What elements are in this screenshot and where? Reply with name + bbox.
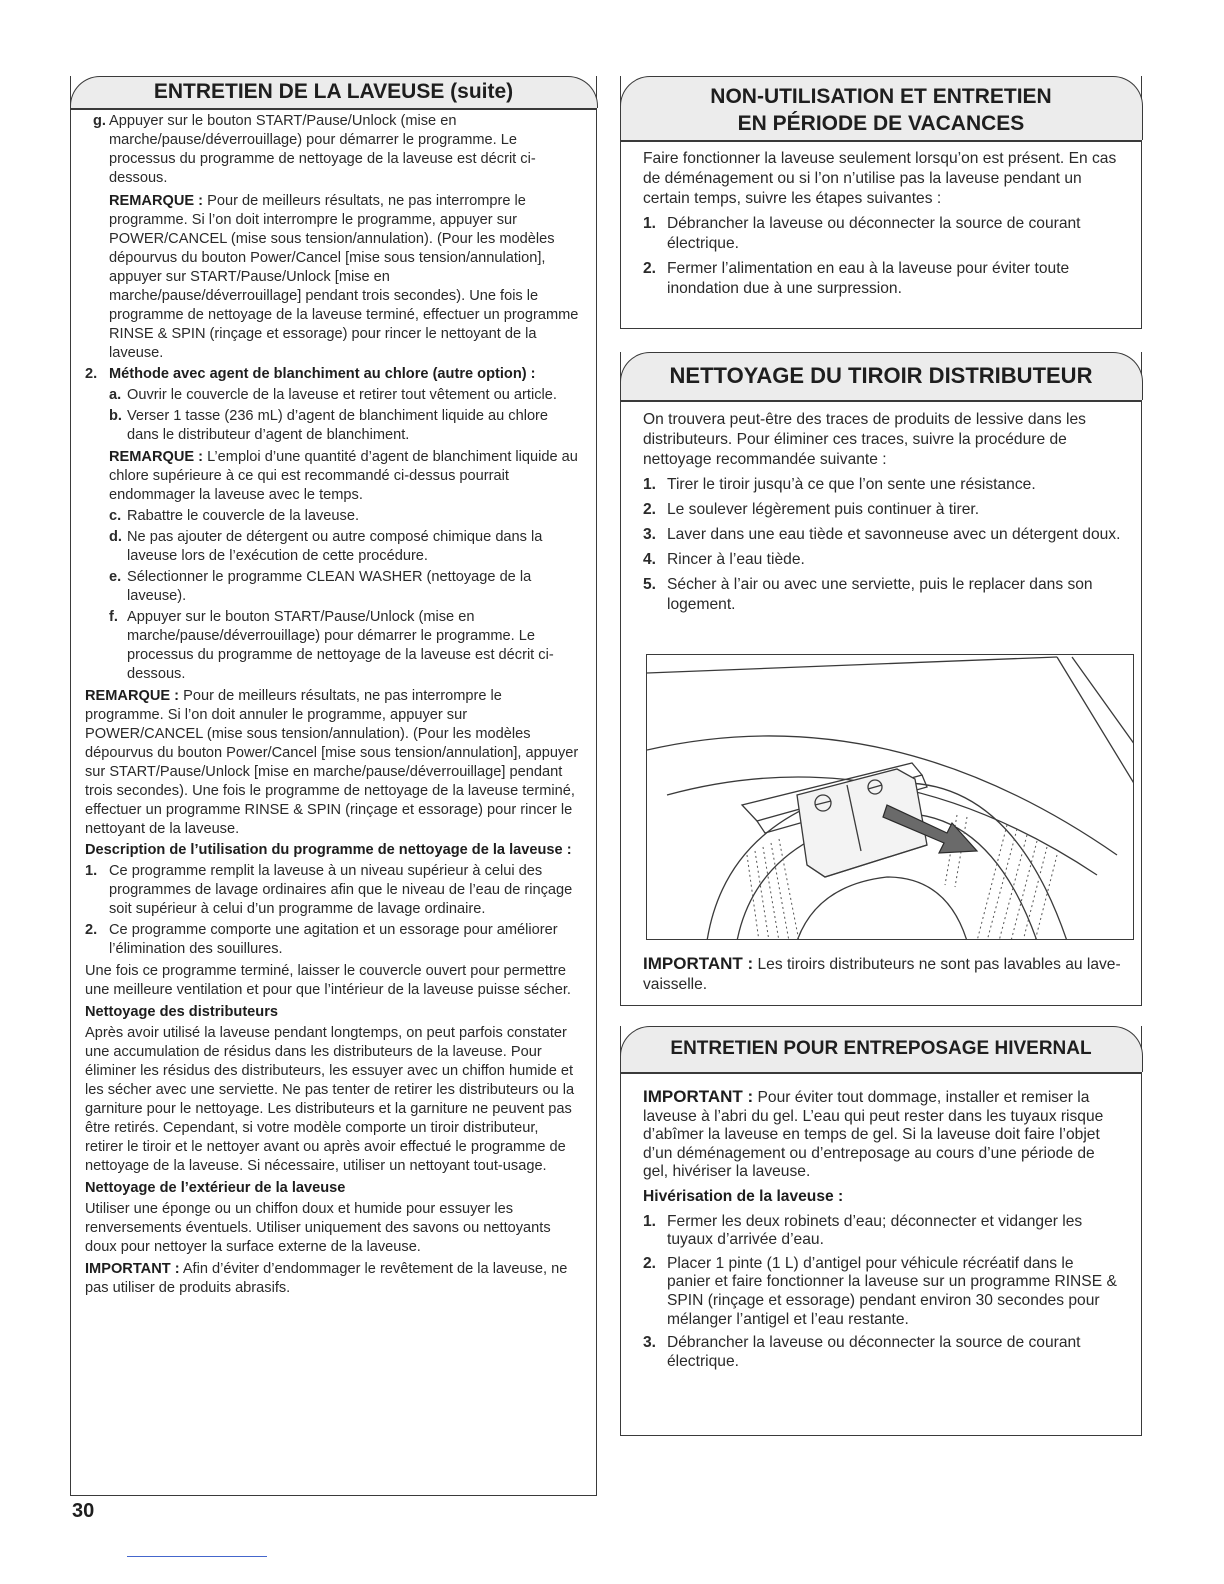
important-paragraph: [643, 1088, 1121, 1182]
list-marker: 1.: [85, 863, 98, 879]
list-item: [85, 568, 580, 606]
list-text: Verser 1 tasse (236 mL) d’agent de blanchiment liquide au chlore dans le distributeur d’agent de blanchiment.: [127, 408, 549, 443]
section-title: ENTRETIEN POUR ENTREPOSAGE HIVERNAL: [670, 1038, 1092, 1059]
list-marker: g.: [93, 113, 106, 129]
list-item: [85, 921, 580, 959]
list-item: [85, 407, 580, 445]
hiver-body: [643, 1088, 1121, 1371]
note-paragraph: [85, 192, 580, 363]
method-title: Méthode avec agent de blanchiment au chlore (autre option) :: [109, 366, 536, 382]
important-text: Pour éviter tout dommage, installer et remiser la laveuse à l’abri du gel. L’eau qui peut rester dans les tuyaux risque d’abîmer la laveuse en temps de gel. Si la laveuse doit faire l’objet d’un déménagement ou d’entreposage au cours d’une période de gel, hivériser la laveuse.: [643, 1089, 1104, 1181]
subheading: Nettoyage de l’extérieur de la laveuse: [85, 1180, 346, 1196]
important-label: IMPORTANT :: [643, 1087, 754, 1106]
section-header-tiroir: [620, 352, 1143, 400]
list-item: [85, 608, 580, 684]
list-text: Débrancher la laveuse ou déconnecter la source de courant électrique.: [667, 1334, 1081, 1370]
paragraph: Faire fonctionner la laveuse seulement lorsqu’on est présent. En cas de déménagement ou si l’on n’utilise pas la laveuse pendant un certain temps, suivre les étapes suivantes :: [643, 150, 1117, 207]
footer-rule: [127, 1556, 267, 1557]
list-item: [643, 1255, 1121, 1329]
list-marker: 1.: [643, 1212, 657, 1230]
list-marker: 2.: [85, 922, 98, 938]
list-marker: 1.: [643, 215, 657, 232]
list-marker: a.: [109, 387, 122, 403]
note-paragraph: [85, 448, 580, 505]
hiver-section: [620, 1026, 1142, 1436]
header-rule: [71, 108, 596, 110]
list-marker: b.: [109, 408, 122, 424]
list-item: [643, 1213, 1121, 1250]
list-text: Sécher à l’air ou avec une serviette, puis le replacer dans son logement.: [667, 576, 1093, 613]
note-text: Pour de meilleurs résultats, ne pas interrompre le programme. Si l’on doit annuler le programme, appuyer sur POWER/CANCEL (mise sous tension/annulation). (Pour les modèles dépourvus du bouton Power/Cancel [mise sous tension/annulation], appuyer sur START/Pause/Unlock [mise en marche/pause/déverrouillage] pendant trois secondes). Une fois le programme de nettoyage de la laveuse terminé, effectuer un programme RINSE & SPIN (rinçage et essorage) pour rincer le nettoyant de la laveuse.: [85, 688, 579, 837]
paragraph: Une fois ce programme terminé, laisser le couvercle ouvert pour permettre une meilleure ventilation et pour que l’intérieur de la laveuse puisse sécher.: [85, 963, 571, 998]
section-header-hiver: [620, 1026, 1143, 1072]
list-text: Rincer à l’eau tiède.: [667, 551, 805, 568]
list-text: Le soulever légèrement puis continuer à tirer.: [667, 501, 980, 518]
list-item: [643, 575, 1135, 615]
list-text: Ouvrir le couvercle de la laveuse et retirer tout vêtement ou article.: [127, 387, 557, 403]
paragraph: Après avoir utilisé la laveuse pendant longtemps, on peut parfois constater une accumulation de résidus dans les distributeurs de la laveuse. Pour éliminer les résidus des distributeurs, les essuyer avec un chiffon humide et les sécher avec une serviette. Ne pas tenter de retirer les distributeurs ou la garniture pour le nettoyage. Les distributeurs et la garniture ne peuvent pas être retirés. Cependant, si votre modèle comporte un tiroir distributeur, retirer le tiroir et le nettoyer avant ou après avoir effectué le programme de nettoyage de la laveuse. Si nécessaire, utiliser un nettoyant tout-usage.: [85, 1025, 575, 1174]
important-text: Afin d’éviter d’endommager le revêtement de la laveuse, ne pas utiliser de produits abrasifs.: [85, 1261, 568, 1296]
left-body: [85, 112, 580, 1298]
list-item: [85, 386, 580, 405]
list-text: Appuyer sur le bouton START/Pause/Unlock (mise en marche/pause/déverrouillage) pour démarrer le programme. Le processus du programme de nettoyage de la laveuse est décrit ci-dessous.: [109, 113, 536, 186]
paragraph: Utiliser une éponge ou un chiffon doux et humide pour essuyer les renversements éventuels. Utiliser uniquement des savons ou nettoyants doux pour nettoyer la surface externe de la laveuse.: [85, 1201, 551, 1255]
list-item: [643, 259, 1121, 299]
tiroir-section: [620, 352, 1142, 1006]
list-text: Placer 1 pinte (1 L) d’antigel pour véhicule récréatif dans le panier et faire fonctionner la laveuse sur un programme RINSE & SPIN (rinçage et essorage) pendant environ 30 secondes pour mélanger l’antigel et l’eau restante.: [667, 1254, 1117, 1328]
list-item: [643, 550, 1135, 570]
important-text: Les tiroirs distributeurs ne sont pas lavables au lave-vaisselle.: [643, 956, 1121, 993]
note-label: REMARQUE :: [109, 193, 204, 209]
list-text: Sélectionner le programme CLEAN WASHER (nettoyage de la laveuse).: [127, 569, 532, 604]
note-label: REMARQUE :: [109, 449, 204, 465]
list-text: Ce programme comporte une agitation et un essorage pour améliorer l’élimination des souillures.: [109, 922, 558, 957]
list-text: Tirer le tiroir jusqu’à ce que l’on sente une résistance.: [667, 476, 1036, 493]
list-text: Rabattre le couvercle de la laveuse.: [127, 508, 360, 524]
list-marker: d.: [109, 529, 122, 545]
list-marker: 3.: [643, 1334, 657, 1352]
section-title: ENTRETIEN DE LA LAVEUSE (suite): [153, 80, 514, 103]
list-item: [643, 475, 1135, 495]
tiroir-important: [643, 954, 1121, 995]
important-paragraph: [643, 954, 1121, 995]
section-header-vacances: [620, 76, 1143, 140]
list-marker: c.: [109, 508, 122, 524]
section-title-line1: NON-UTILISATION ET ENTRETIEN: [710, 85, 1052, 108]
header-rule: [621, 1072, 1141, 1074]
list-item: [85, 528, 580, 566]
list-text: Ne pas ajouter de détergent ou autre composé chimique dans la laveuse lors de l’exécution de cette procédure.: [127, 529, 543, 564]
section-title-line2: EN PÉRIODE DE VACANCES: [737, 112, 1025, 135]
note-text: L’emploi d’une quantité d’agent de blanchiment liquide au chlore supérieure à ce qui est recommandé ci-dessus pourrait endommager la laveuse avec le temps.: [109, 449, 578, 503]
list-item: [85, 862, 580, 919]
list-item: [643, 500, 1135, 520]
washer-drawer-drawing: [647, 655, 1134, 940]
list-text: Débrancher la laveuse ou déconnecter la source de courant électrique.: [667, 215, 1081, 252]
list-marker: 2.: [643, 501, 657, 518]
list-text: Fermer les deux robinets d’eau; déconnecter et vidanger les tuyaux d’arrivée d’eau.: [667, 1212, 1083, 1249]
list-text: Laver dans une eau tiède et savonneuse avec un détergent doux.: [667, 526, 1121, 543]
important-label: IMPORTANT :: [643, 954, 754, 973]
list-marker: 2.: [85, 366, 98, 382]
list-text: Appuyer sur le bouton START/Pause/Unlock (mise en marche/pause/déverrouillage) pour démarrer le programme. Le processus du programme de nettoyage de la laveuse est décrit ci-dessous.: [127, 609, 554, 682]
section-header-entretien: [70, 76, 598, 108]
note-text: Pour de meilleurs résultats, ne pas interrompre le programme. Si l’on doit interrompre le programme, appuyer sur POWER/CANCEL (mise sous tension/annulation). (Pour les modèles dépourvus du bouton Power/Cancel [mise sous tension/annulation], appuyer sur START/Pause/Unlock [mise en marche/pause/déverrouillage] pendant trois secondes). Une fois le programme de nettoyage de la laveuse terminé, effectuer un programme RINSE & SPIN (rinçage et essorage) pour rincer le nettoyant de la laveuse.: [109, 193, 579, 361]
list-text: Ce programme remplit la laveuse à un niveau supérieur à celui des programmes de lavage ordinaires afin que le niveau de l’eau de rinçage soit supérieur à celui d’un programme de lavage ordinaire.: [109, 863, 573, 917]
list-item: [643, 525, 1135, 545]
note-label: REMARQUE :: [85, 688, 180, 704]
dispenser-drawer-illustration: [646, 654, 1134, 940]
list-item: [85, 112, 580, 188]
list-marker: 2.: [643, 260, 657, 277]
section-title: NETTOYAGE DU TIROIR DISTRIBUTEUR: [669, 363, 1093, 388]
header-rule: [621, 400, 1141, 402]
paragraph: On trouvera peut-être des traces de produits de lessive dans les distributeurs. Pour éliminer ces traces, suivre la procédure de nettoyage recommandée suivante :: [643, 411, 1086, 468]
important-paragraph: [85, 1260, 580, 1298]
list-item: [85, 365, 580, 384]
vacances-section: [620, 76, 1142, 329]
subheading: Hivérisation de la laveuse :: [643, 1187, 844, 1205]
vacances-body: [643, 149, 1121, 299]
list-marker: f.: [109, 609, 118, 625]
page-number: 30: [72, 1500, 95, 1522]
list-marker: 4.: [643, 551, 657, 568]
important-label: IMPORTANT :: [85, 1261, 180, 1277]
list-marker: 2.: [643, 1254, 657, 1272]
note-paragraph: [85, 687, 580, 839]
subheading: Description de l’utilisation du programme de nettoyage de la laveuse :: [85, 842, 572, 858]
list-text: Fermer l’alimentation en eau à la laveuse pour éviter toute inondation due à une surpression.: [667, 260, 1070, 297]
list-item: [85, 507, 580, 526]
list-marker: 5.: [643, 576, 657, 593]
header-rule: [621, 140, 1141, 142]
subheading: Nettoyage des distributeurs: [85, 1004, 279, 1020]
list-item: [643, 214, 1121, 254]
list-marker: e.: [109, 569, 122, 585]
list-item: [643, 1334, 1121, 1371]
list-marker: 3.: [643, 526, 657, 543]
list-marker: 1.: [643, 476, 657, 493]
tiroir-body: [643, 410, 1135, 615]
left-column: [70, 76, 597, 1496]
